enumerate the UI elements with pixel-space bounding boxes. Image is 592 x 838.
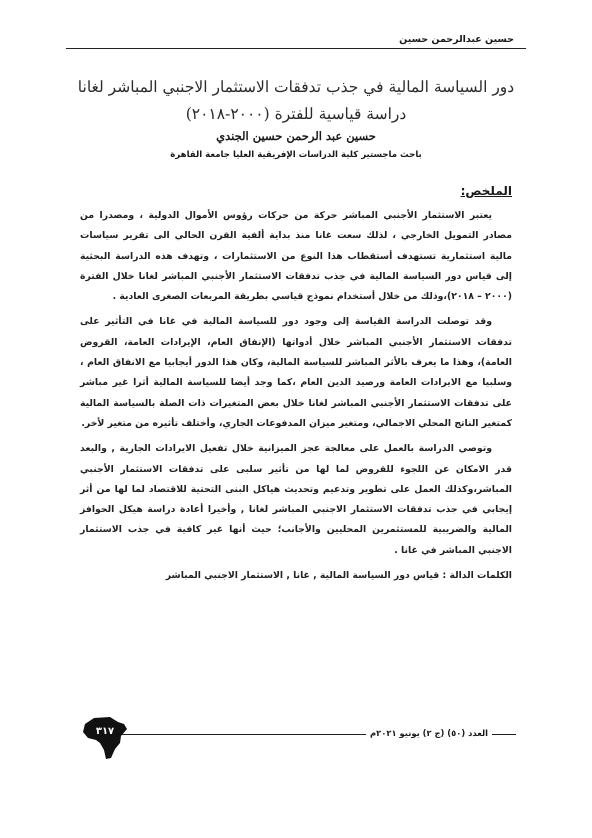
page-number: ٣١٧	[95, 726, 115, 737]
abstract-body	[80, 206, 512, 591]
keywords: الكلمات الدالة : قياس دور السياسة المالية , غانا , الاستثمار الاجنبي المباشر	[165, 570, 512, 582]
abstract-paragraph-2: وقد توصلت الدراسة القياسة إلى وجود دور للسياسة المالية في غانا في التأثير على تدفقات الاستثمار الأجنبي المباشر خلال أدواتها (الإنفاق العام، الإيرادات العامة، القروض العامة)، وهذا ما يعرف بالأثر المباشر للسياسة المالية، وكان هذا الدور أيجابيا مع الانفاق العام ، وسلبيا مع الايرادات العامة ورصيد الدين العام ،كما وجد أيضا للسياسة المالية أثرا غير مباشر على تدفقات الاستثمار الأجنبي المباشر لغانا خلال بعض المتغيرات ذات الصلة بالسياسة المالية كمتغير الناتج المحلي الاجمالي، ومتغير ميزان المدفوعات الجاري، وأختلف تأثيره من متغير لأخر.	[80, 316, 512, 429]
running-header: حسين عبدالرحمن حسين	[399, 34, 514, 45]
abstract-heading: الملخص:	[460, 184, 512, 198]
title-line-2: دراسة قياسية للفترة (٢٠٠٠-٢٠١٨)	[185, 105, 407, 123]
title-line-1: دور السياسة المالية في جذب تدفقات الاستثمار الاجنبي المباشر لغانا	[77, 78, 515, 96]
paper-title	[70, 74, 522, 128]
header-divider	[66, 48, 526, 49]
author-affiliation: باحث ماجستير كلية الدراسات الإفريقية العليا جامعة القاهرة	[170, 150, 422, 160]
africa-map-icon	[80, 716, 130, 760]
africa-silhouette-icon	[80, 716, 130, 760]
issue-info: العدد (٥٠) (ج ٢) يونيو ٢٠٢١م	[366, 728, 492, 738]
author-name: حسين عبد الرحمن حسين الجندي	[216, 129, 376, 143]
abstract-paragraph-1: يعتبر الاستثمار الأجنبي المباشر حركة من حركات رؤوس الأموال الدولية ، ومصدرا من مصادر التمويل الخارجي ، لذلك سعت غانا منذ بداية ألفية القرن الحالي الى تقرير سياسات مالية استثمارية تستهدف أستقطاب هذا النوع من الاستثمارات ، وتهدف هذه الدراسة البحثية إلى قياس دور السياسة المالية في جذب تدفقات الاستثمار الأجنبي المباشر لغانا خلال الفترة (٢٠٠٠ – ٢٠١٨)،وذلك من خلال أستخدام نموذج قياسي بطريقة المربعات الصغرى العادية .	[80, 210, 512, 303]
abstract-paragraph-3: وتوصي الدراسة بالعمل على معالجة عجز الميزانية خلال تفعيل الايرادات الجارية , والبعد قدر الامكان عن اللجوء للقروض لما لها من تأثير سلبى على تدفقات الاستثمار الأجنبي المباشر،وكذلك العمل على تطوير وتدعيم وتحديث هياكل البنى التحتية للاقتصاد لما لها من أثر إيجابي في جذب تدفقات الاستثمار الاجنبي المباشر لغانا , وأخيرا أعادة دراسة هيكل الحوافز المالية والضريبية للمستثمرين المحليين والأجانب؛ حيث أنها غير كافية في جذب الاستثمار الاجنبي المباشر في غانا .	[80, 443, 512, 556]
